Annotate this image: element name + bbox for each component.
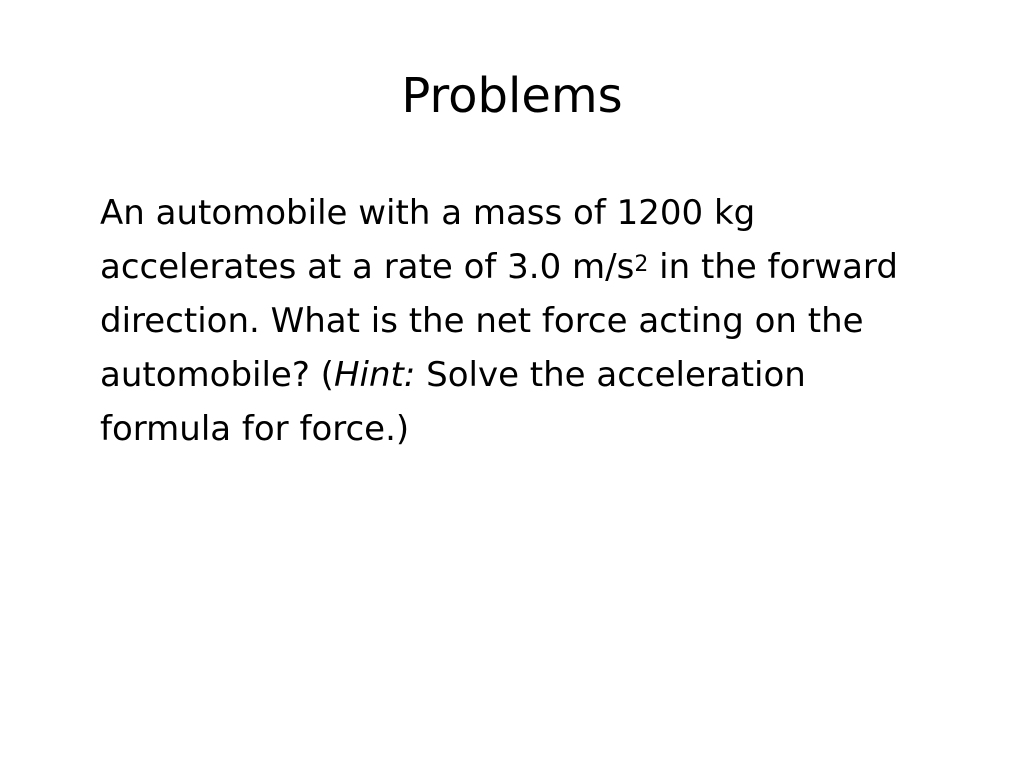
problem-line-2 xyxy=(100,240,980,294)
slide-title: Problems xyxy=(401,68,623,124)
problem-line-3: direction. What is the net force acting on the xyxy=(100,301,864,341)
problem-text xyxy=(100,186,980,456)
problem-line-4-text: automobile? ( xyxy=(100,355,334,395)
problem-line-4-tail: Solve the acceleration xyxy=(415,355,806,395)
hint-label: Hint: xyxy=(333,355,416,395)
problem-line-4 xyxy=(100,348,980,402)
exponent-superscript: 2 xyxy=(634,252,649,277)
problem-line-2-tail: in the forward xyxy=(648,247,898,287)
problem-line-2-text: accelerates at a rate of 3.0 m/s xyxy=(100,247,635,287)
problem-line-1: An automobile with a mass of 1200 kg xyxy=(100,193,756,233)
problem-line-5: formula for force.) xyxy=(100,409,410,449)
